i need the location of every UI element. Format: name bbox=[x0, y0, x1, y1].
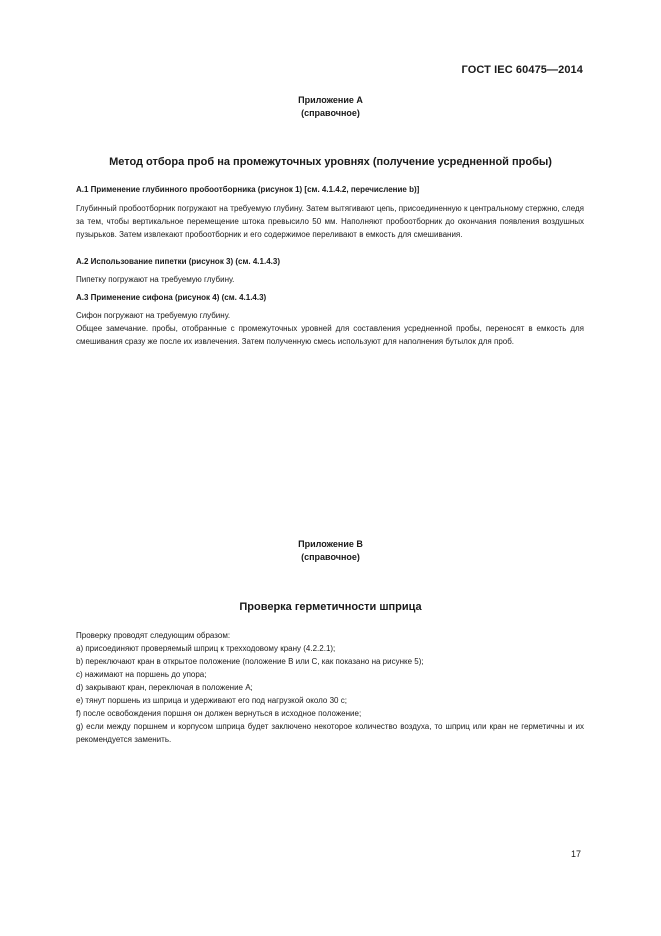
annex-a-label: Приложение А bbox=[298, 95, 363, 105]
section-a3-paragraph: Сифон погружают на требуемую глубину. bbox=[76, 311, 231, 320]
list-item: g) если между поршнем и корпусом шприца будет заключено некоторое количество воздуха, то шприц или кран не герметичны и их рекомендуется заменить. bbox=[76, 722, 584, 744]
list-item: e) тянут поршень из шприца и удерживают его под нагрузкой около 30 с; bbox=[76, 696, 347, 705]
page-number: 17 bbox=[570, 849, 581, 859]
list-item: a) присоединяют проверяемый шприц к трехходовому крану (4.2.2.1); bbox=[76, 644, 336, 653]
section-a1-paragraph bbox=[76, 202, 584, 241]
annex-b-title: Проверка герметичности шприца bbox=[239, 601, 422, 613]
annex-b-kind: (справочное) bbox=[301, 552, 360, 562]
section-a3-heading: А.3 Применение сифона (рисунок 4) (см. 4.1.4.3) bbox=[76, 293, 267, 302]
annex-a-kind: (справочное) bbox=[301, 108, 360, 118]
section-a1-heading: А.1 Применение глубинного пробоотборника (рисунок 1) [см. 4.1.4.2, перечисление b)] bbox=[76, 185, 420, 194]
list-item: c) нажимают на поршень до упора; bbox=[76, 670, 207, 679]
list-item: f) после освобождения поршня он должен вернуться в исходное положение; bbox=[76, 709, 362, 718]
annex-a-title: Метод отбора проб на промежуточных уровнях (получение усредненной пробы) bbox=[109, 156, 552, 168]
section-a3-note: Общее замечание. пробы, отобранные с промежуточных уровней для составления усредненной пробы, переносят в емкость для смешивания сразу же после их извлечения. Затем полученную смесь используют для наполнения бутылок для проб. bbox=[76, 324, 584, 346]
section-a2-paragraph: Пипетку погружают на требуемую глубину. bbox=[76, 275, 235, 284]
section-a2-heading: А.2 Использование пипетки (рисунок 3) (см. 4.1.4.3) bbox=[76, 257, 280, 266]
section-a1-text: Глубинный пробоотборник погружают на требуемую глубину. Затем вытягивают цепь, присоединенную к центральному стержню, следя за тем, чтобы вертикальное перемещение штока превысило 50 мм. Наполняют пробоотборник до окончания появления воздушных пузырьков. Затем извлекают пробоотборник и его содержимое переливают в емкость для смешивания. bbox=[76, 204, 584, 239]
list-item: b) переключают кран в открытое положение (положение В или С, как показано на рисунке 5); bbox=[76, 657, 424, 666]
list-item: d) закрывают кран, переключая в положение А; bbox=[76, 683, 253, 692]
annex-b-intro: Проверку проводят следующим образом: bbox=[76, 631, 231, 640]
document-header-standard: ГОСТ IEC 60475—2014 bbox=[461, 64, 583, 76]
annex-b-label: Приложение В bbox=[298, 539, 363, 549]
